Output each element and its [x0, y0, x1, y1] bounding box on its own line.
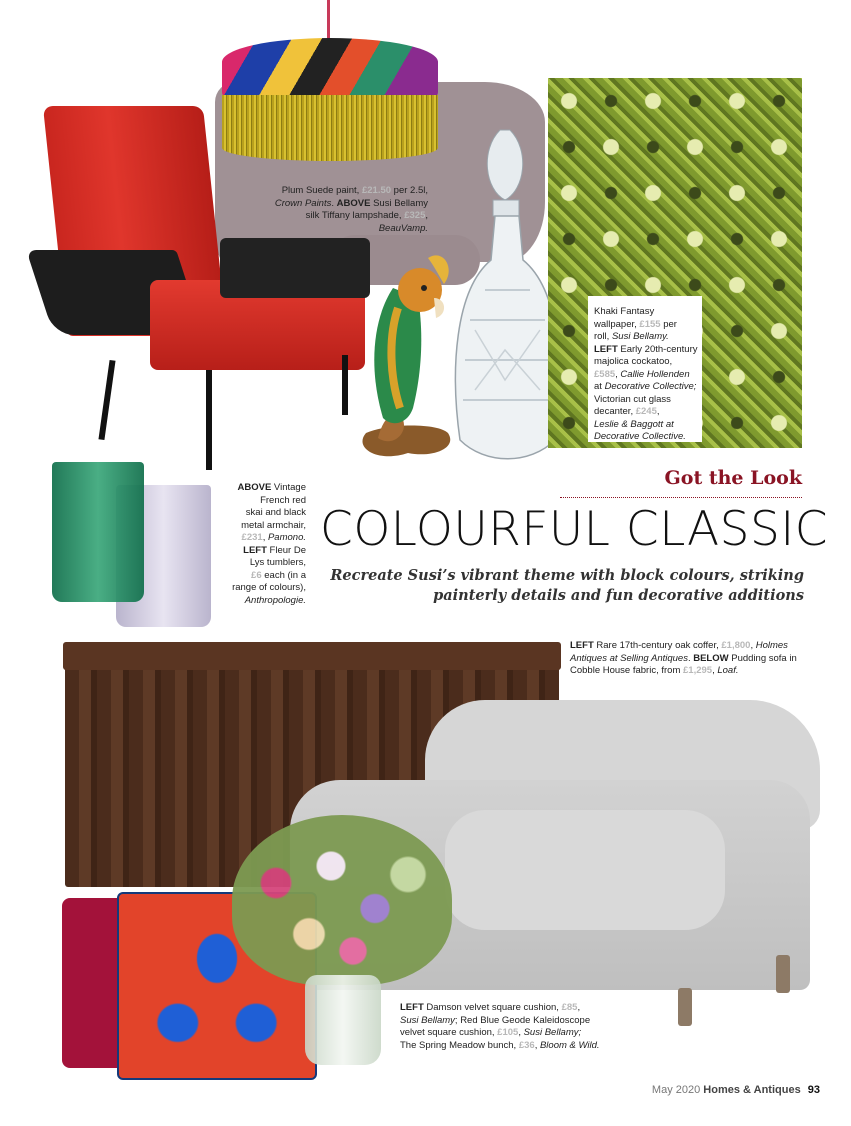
price: £155	[639, 318, 661, 330]
caption-text: Damson velvet square cushion,	[423, 1002, 562, 1013]
caption-text: silk Tiffany lampshade,	[305, 210, 405, 221]
brand-name: Loaf.	[717, 665, 739, 676]
price: £245	[635, 406, 657, 417]
armchair-leg	[206, 370, 212, 470]
caption-text: The Spring Meadow bunch,	[400, 1039, 519, 1051]
coffer-sofa-caption	[570, 640, 810, 678]
price: £325	[404, 210, 426, 221]
wallpaper-caption	[594, 306, 702, 444]
caption-text: metal armchair,	[241, 519, 306, 531]
page-number: 93	[807, 1084, 820, 1096]
price: £36	[518, 1039, 535, 1051]
caption-text: each (in a	[261, 569, 306, 581]
issue-date: May 2020	[651, 1084, 701, 1096]
standfirst-line: painterly details and fun decorative additions	[433, 587, 804, 604]
sofa-leg	[678, 988, 692, 1026]
caption-text: per	[660, 318, 677, 330]
sofa-seat-cushion	[445, 810, 725, 930]
brand-name: BeauVamp.	[378, 222, 428, 234]
cushions-caption	[400, 1002, 640, 1052]
wallpaper-caption-box	[588, 296, 702, 442]
lamp-caption	[238, 185, 428, 235]
caption-text: French red	[260, 494, 306, 506]
price: £21.50	[361, 185, 392, 196]
caption-text: range of colours),	[232, 582, 306, 593]
caption-text: at	[594, 381, 605, 392]
caption-text: skai and black	[245, 507, 306, 518]
section-kicker: Got the Look	[664, 467, 802, 489]
price: £1,295	[683, 665, 713, 676]
direction-label: BELOW	[693, 652, 729, 664]
fleur-de-lys-tumbler-green	[52, 462, 144, 602]
oak-coffer-lid	[63, 642, 561, 670]
caption-text: Lys tumblers,	[249, 557, 306, 568]
brand-name: Crown Paints	[274, 197, 332, 209]
price: £6	[251, 569, 262, 581]
price: £1,800	[721, 640, 751, 651]
caption-text: Khaki Fantasy	[594, 306, 655, 317]
lampshade-fringe	[222, 95, 438, 161]
caption-text: Pudding sofa in	[728, 652, 797, 664]
caption-text: .	[331, 197, 337, 209]
caption-text: ,	[577, 1002, 581, 1013]
caption-text: Fleur De	[266, 544, 306, 556]
caption-text: Victorian cut glass	[594, 393, 671, 405]
tiffany-lampshade-image	[222, 38, 438, 98]
brand-name: Decorative Collective;	[604, 381, 697, 392]
direction-label: LEFT	[243, 544, 267, 556]
caption-text: ,	[656, 406, 660, 417]
caption-text: majolica cockatoo,	[594, 356, 673, 367]
caption-text: ,	[750, 640, 756, 651]
page-footer	[600, 1084, 820, 1096]
price: £85	[561, 1002, 578, 1013]
brand-name: Leslie & Baggott at	[594, 418, 674, 430]
caption-text: velvet square cushion,	[400, 1027, 498, 1038]
caption-text: decanter,	[594, 406, 636, 417]
brand-name: Holmes	[755, 640, 788, 651]
caption-text: Susi Bellamy	[370, 197, 428, 209]
price: £105	[497, 1027, 519, 1038]
caption-text: ,	[262, 532, 268, 543]
price: £585	[594, 368, 616, 380]
brand-name: Callie Hollenden	[620, 368, 690, 380]
lamp-cord	[327, 0, 330, 42]
caption-text: Early 20th-century	[617, 343, 698, 355]
page-title: COLOURFUL CLASSIC	[320, 502, 829, 557]
caption-text: ,	[425, 210, 428, 221]
magazine-name: Homes & Antiques	[703, 1084, 801, 1096]
brand-name: Pamono.	[267, 532, 306, 543]
brand-name: Anthropologie.	[244, 594, 306, 606]
caption-text: Rare 17th-century oak coffer,	[593, 640, 722, 651]
spring-meadow-bunch-image	[232, 815, 452, 985]
caption-text: ,	[615, 368, 621, 380]
direction-label: ABOVE	[336, 197, 371, 209]
brand-name: Susi Bellamy	[400, 1014, 455, 1026]
price: £231	[241, 532, 263, 543]
caption-text: Plum Suede paint,	[281, 185, 362, 196]
standfirst	[318, 566, 804, 606]
brand-name: Bloom & Wild.	[539, 1039, 600, 1051]
glass-vase-image	[305, 975, 381, 1065]
brand-name: Susi Bellamy;	[523, 1027, 582, 1038]
armchair-caption	[212, 482, 306, 607]
majolica-cockatoo-image	[348, 248, 458, 473]
brand-name: Decorative Collective.	[594, 431, 686, 442]
direction-label: LEFT	[594, 343, 618, 355]
caption-text: Cobble House fabric, from	[570, 665, 683, 676]
caption-text: ,	[712, 665, 718, 676]
direction-label: ABOVE	[237, 482, 272, 493]
direction-label: LEFT	[570, 640, 594, 651]
caption-text: Vintage	[271, 482, 306, 493]
caption-text: roll,	[594, 331, 612, 342]
standfirst-line: Recreate Susi’s vibrant theme with block colours, striking	[330, 567, 804, 584]
caption-text: wallpaper,	[594, 318, 640, 330]
armchair-leg	[98, 360, 115, 440]
caption-text: per 2.5l,	[391, 185, 428, 196]
caption-text: ,	[518, 1027, 524, 1038]
direction-label: LEFT	[400, 1002, 424, 1013]
brand-name: Antiques at Selling Antiques	[570, 652, 688, 664]
caption-text: ,	[534, 1039, 540, 1051]
sofa-leg	[776, 955, 790, 993]
caption-text: ; Red Blue Geode Kaleidoscope	[454, 1014, 591, 1026]
kicker-divider	[560, 497, 802, 498]
brand-name: Susi Bellamy.	[611, 331, 669, 342]
caption-text: .	[687, 652, 694, 664]
